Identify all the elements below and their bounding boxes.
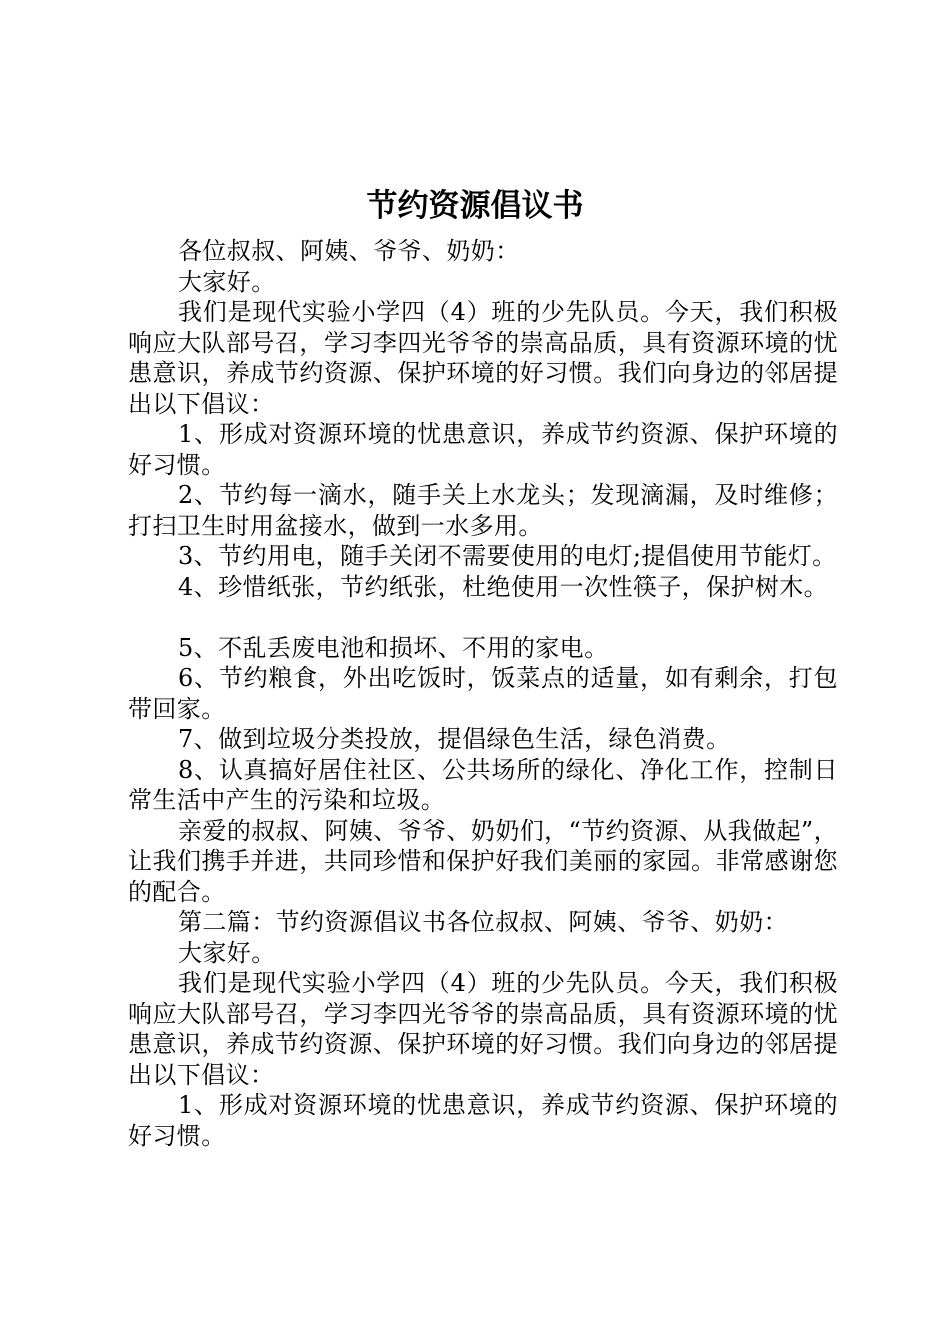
greeting: 大家好。 xyxy=(178,267,276,296)
proposal-item-2: 2、节约每一滴水，随手关上水龙头；发现滴漏，及时维修；打扫卫生时用盆接水，做到一水多用。 xyxy=(128,481,838,540)
document-title: 节约资源倡议书 xyxy=(366,188,584,224)
second-article-heading: 第二篇：节约资源倡议书各位叔叔、阿姨、爷爷、奶奶： xyxy=(178,908,788,936)
second-proposal-item-1: 1、形成对资源环境的忧患意识，养成节约资源、保护环境的好习惯。 xyxy=(128,1091,838,1150)
closing-paragraph: 亲爱的叔叔、阿姨、爷爷、奶奶们，“节约资源、从我做起”，让我们携手并进，共同珍惜和保护好我们美丽的家园。非常感谢您的配合。 xyxy=(128,816,838,906)
second-greeting: 大家好。 xyxy=(178,938,276,967)
proposal-item-1: 1、形成对资源环境的忧患意识，养成节约资源、保护环境的好习惯。 xyxy=(128,420,838,479)
document-body xyxy=(128,236,838,1151)
proposal-item-4: 4、珍惜纸张，节约纸张，杜绝使用一次性筷子，保护树木。 xyxy=(178,572,829,601)
proposal-item-8: 8、认真搞好居住社区、公共场所的绿化、净化工作，控制日常生活中产生的污染和垃圾。 xyxy=(128,755,838,814)
proposal-item-7: 7、做到垃圾分类投放，提倡绿色生活，绿色消费。 xyxy=(178,725,731,753)
second-intro-paragraph: 我们是现代实验小学四（4）班的少先队员。今天，我们积极响应大队部号召，学习李四光爷爷的崇高品质，具有资源环境的忧患意识，养成节约资源、保护环境的好习惯。我们向身边的邻居提出以下倡议： xyxy=(128,969,838,1089)
proposal-item-5: 5、不乱丢废电池和损坏、不用的家电。 xyxy=(178,633,609,662)
proposal-item-3: 3、节约用电，随手关闭不需要使用的电灯;提倡使用节能灯。 xyxy=(178,542,837,570)
proposal-item-6: 6、节约粮食，外出吃饭时，饭菜点的适量，如有剩余，打包带回家。 xyxy=(128,664,838,723)
salutation: 各位叔叔、阿姨、爷爷、奶奶： xyxy=(178,237,520,265)
intro-paragraph: 我们是现代实验小学四（4）班的少先队员。今天，我们积极响应大队部号召，学习李四光爷爷的崇高品质，具有资源环境的忧患意识，养成节约资源、保护环境的好习惯。我们向身边的邻居提出以下倡议： xyxy=(128,298,838,418)
